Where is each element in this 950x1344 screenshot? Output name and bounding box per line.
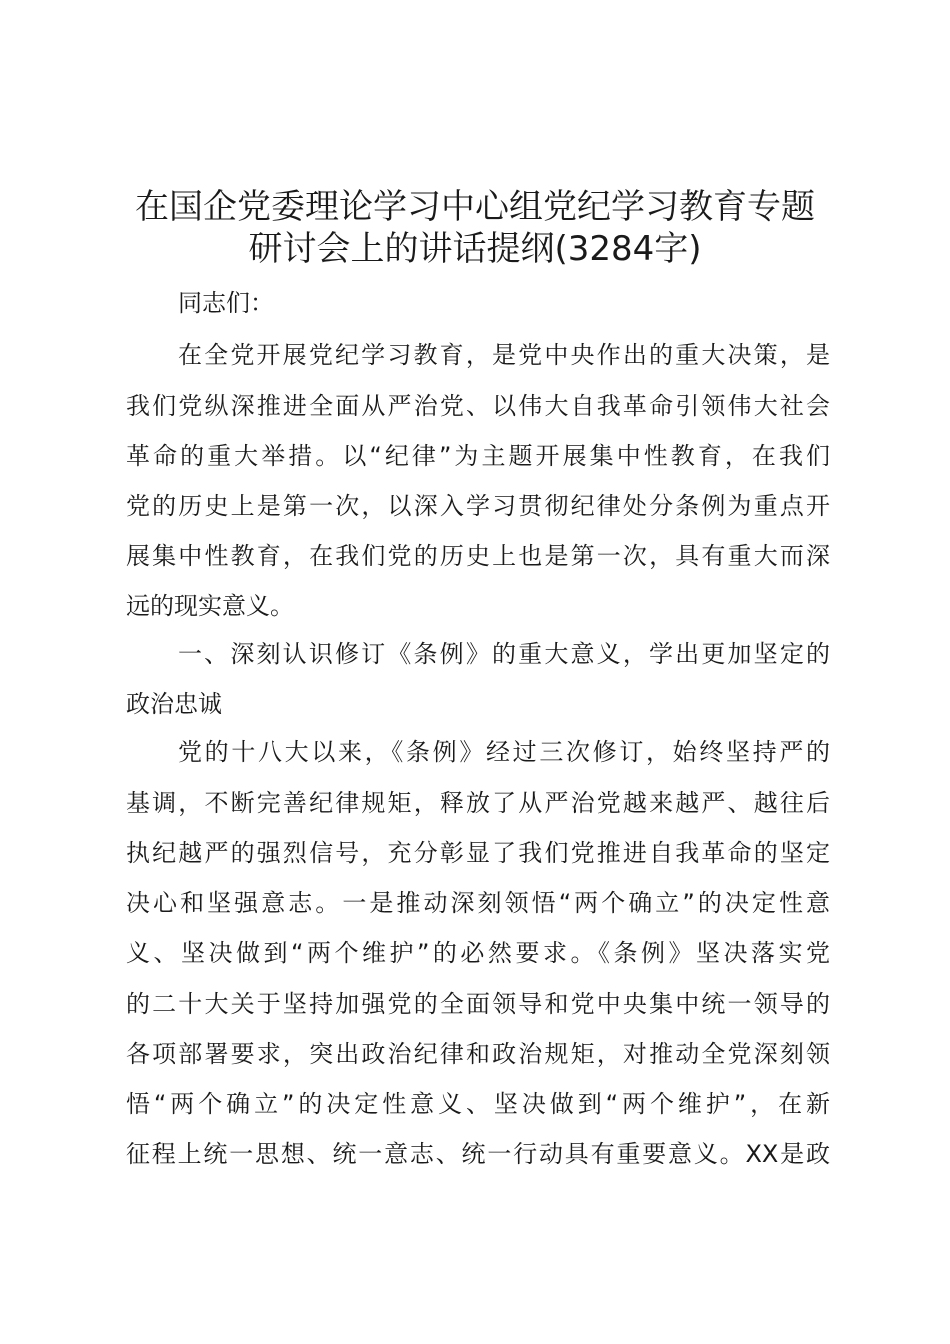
salutation: 同志们： (178, 289, 274, 317)
paragraph-line: 各项部署要求，突出政治纪律和政治规矩，对推动全党深刻领 (126, 1040, 830, 1068)
paragraph-line: 我们党纵深推进全面从严治党、以伟大自我革命引领伟大社会 (126, 392, 830, 420)
paragraph-line: 征程上统一思想、统一意志、统一行动具有重要意义。XX是政 (126, 1140, 830, 1168)
paragraph-line: 的二十大关于坚持加强党的全面领导和党中央集中统一领导的 (126, 990, 830, 1018)
paragraph-line: 党的十八大以来，《条例》经过三次修订，始终坚持严的 (178, 738, 830, 766)
paragraph-line: 党的历史上是第一次，以深入学习贯彻纪律处分条例为重点开 (126, 492, 830, 520)
document-title-line-2: 研讨会上的讲话提纲(3284字) (248, 229, 702, 269)
paragraph-line: 决心和坚强意志。一是推动深刻领悟“两个确立”的决定性意 (126, 889, 830, 917)
paragraph-line: 展集中性教育，在我们党的历史上也是第一次，具有重大而深 (126, 542, 830, 570)
paragraph-line: 革命的重大举措。以“纪律”为主题开展集中性教育，在我们 (126, 442, 830, 470)
paragraph-line: 远的现实意义。 (126, 592, 294, 620)
paragraph-line: 在全党开展党纪学习教育，是党中央作出的重大决策，是 (178, 341, 830, 369)
paragraph-line: 基调，不断完善纪律规矩，释放了从严治党越来越严、越往后 (126, 789, 830, 817)
paragraph-line: 义、坚决做到“两个维护”的必然要求。《条例》坚决落实党 (126, 939, 830, 967)
section-heading-line: 一、深刻认识修订《条例》的重大意义，学出更加坚定的 (178, 640, 830, 668)
paragraph-line: 悟“两个确立”的决定性意义、坚决做到“两个维护”，在新 (126, 1090, 830, 1118)
document-title-line-1: 在国企党委理论学习中心组党纪学习教育专题 (135, 187, 815, 227)
section-heading-line: 政治忠诚 (126, 690, 222, 718)
paragraph-line: 执纪越严的强烈信号，充分彰显了我们党推进自我革命的坚定 (126, 839, 830, 867)
